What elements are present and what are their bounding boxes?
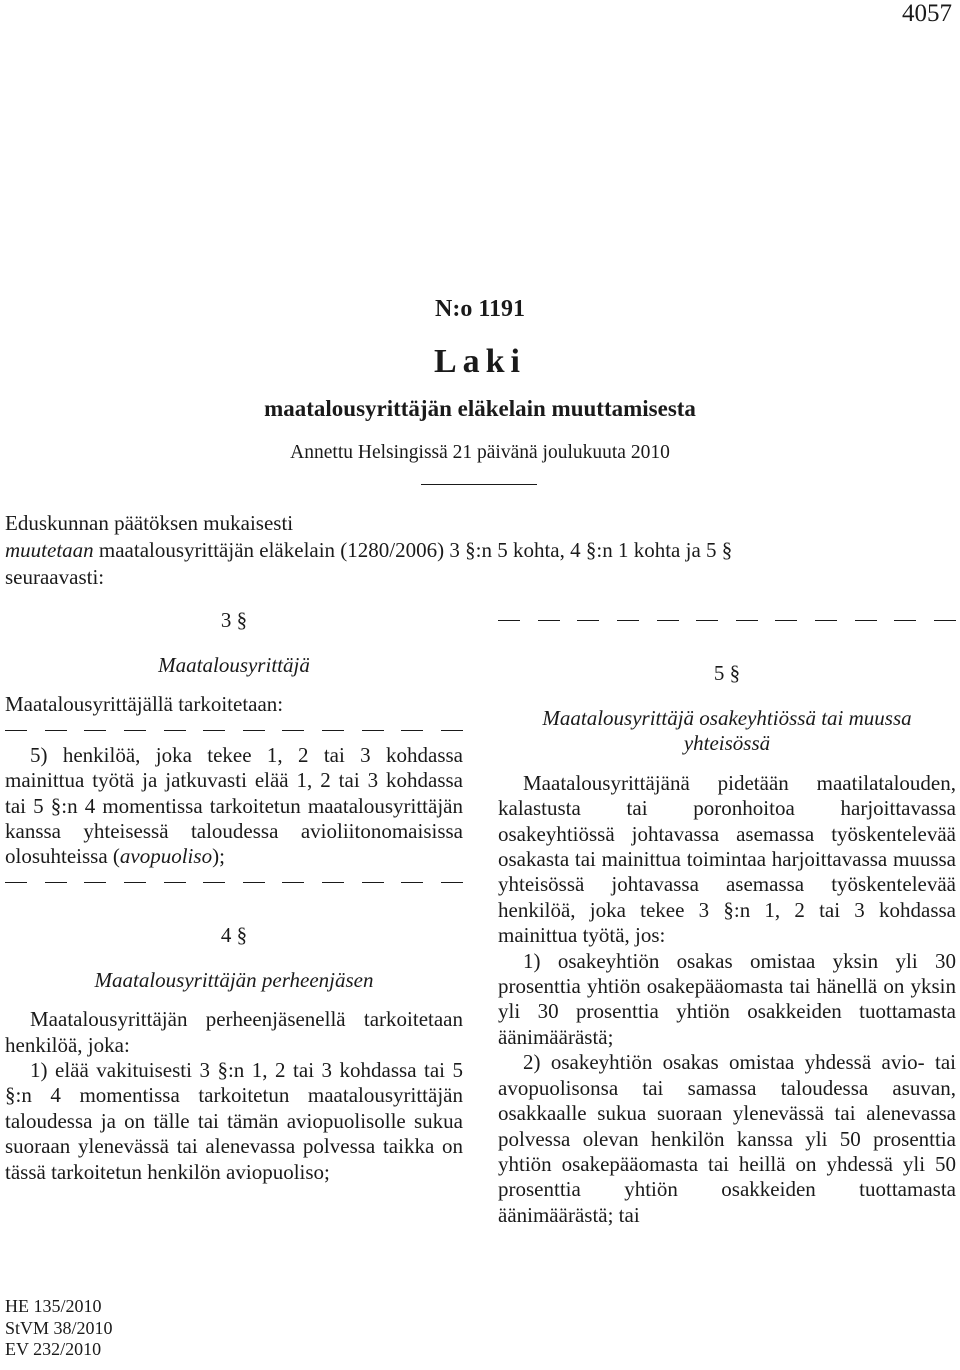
parliamentary-reference: StVM 38/2010 (5, 1317, 113, 1338)
section-3-heading: Maatalousyrittäjä (158, 653, 310, 677)
section-4-number: 4 § (220, 922, 248, 947)
section-3-item-5: 5) henkilöä, joka tekee 1, 2 tai 3 kohdassa mainittua työtä ja jatkuvasti elää 1, 2 tai 3 kohdassa tai 5 §:n 4 momentissa tarkoitetun maatalousyrittäjän kanssa yhteisessä taloudessa avioliitonomaisissa olosuhteissa (avopuoliso); (5, 742, 463, 869)
left-column (5, 608, 463, 1185)
right-column (498, 608, 956, 1228)
section-5-item-2: 2) osakeyhtiön osakas omistaa yhdessä avio- tai avopuolisonsa tai samassa taloudessa asuvan, osakkaalle sukua suoraan ylenevässä tai alenevassa polvessa olevan henkilön kanssa yli 50 prosenttia yhtiön osakepääomasta tai heillä on yhdessä yli 50 prosenttia yhtiön osakkeiden tuottamasta äänimäärästä; tai (498, 1050, 956, 1227)
document-subtitle: maatalousyrittäjän eläkelain muuttamisesta (264, 396, 696, 421)
omission-dashes (5, 718, 463, 743)
title-separator-rule (421, 484, 537, 485)
omission-dashes (498, 608, 956, 633)
section-5-lead: Maatalousyrittäjänä pidetään maatilatalouden, kalastusta tai poronhoitoa harjoittavassa osakeyhtiössä johtavassa asemassa työskentelevää osakasta tai mainittua toimintaa harjoittavassa muussa yhteisössä johtavassa asemassa työskentelevää henkilöä, joka tekee 3 §:n 1, 2 tai 3 kohdassa mainittua työtä, jos: (498, 770, 956, 948)
section-5-heading: Maatalousyrittäjä osakeyhtiössä tai muussa yhteisössä (542, 706, 912, 756)
statute-number: N:o 1191 (435, 296, 525, 322)
section-4-heading: Maatalousyrittäjän perheenjäsen (94, 967, 374, 992)
enacting-clause-line: Eduskunnan päätöksen mukaisesti (5, 511, 294, 535)
section-5-number: 5 § (713, 661, 741, 685)
section-4-item-1: 1) elää vakituisesti 3 §:n 1, 2 tai 3 kohdassa tai 5 §:n 4 momentissa tarkoitetun maatalousyrittäjän taloudessa ja on tälle tai tämän aviopuolisolle sukua suoraan ylenevässä tai alenevassa polvessa taikka on tässä tarkoitetun henkilön aviopuoliso; (5, 1058, 463, 1184)
enacting-clause-closing: seuraavasti: (5, 565, 105, 589)
document-title: Laki (433, 343, 527, 380)
section-4-lead: Maatalousyrittäjän perheenjäsenellä tarkoitetaan henkilöä, joka: (5, 1007, 463, 1057)
section-3-number: 3 § (220, 608, 248, 632)
issued-date-line: Annettu Helsingissä 21 päivänä joulukuuta 2010 (290, 442, 670, 463)
amendment-text: maatalousyrittäjän eläkelain (1280/2006) 3 §:n 5 kohta, 4 §:n 1 kohta ja 5 § (93, 538, 733, 562)
parliamentary-reference: HE 135/2010 (5, 1296, 102, 1316)
enacting-clause-amendment (5, 537, 955, 564)
parliamentary-reference: EV 232/2010 (5, 1339, 102, 1359)
section-5-item-1: 1) osakeyhtiön osakas omistaa yksin yli 30 prosenttia yhtiön osakepääomasta tai hänellä on yksin yli 30 prosenttia yhtiön osakkeiden tuottamasta äänimäärästä; (498, 948, 956, 1049)
amend-verb: muutetaan (5, 538, 94, 562)
enacting-clause (5, 510, 955, 591)
parliamentary-references (5, 1296, 113, 1361)
omission-dashes (5, 870, 463, 895)
page-number: 4057 (902, 0, 952, 27)
section-3-lead: Maatalousyrittäjällä tarkoitetaan: (5, 692, 284, 717)
